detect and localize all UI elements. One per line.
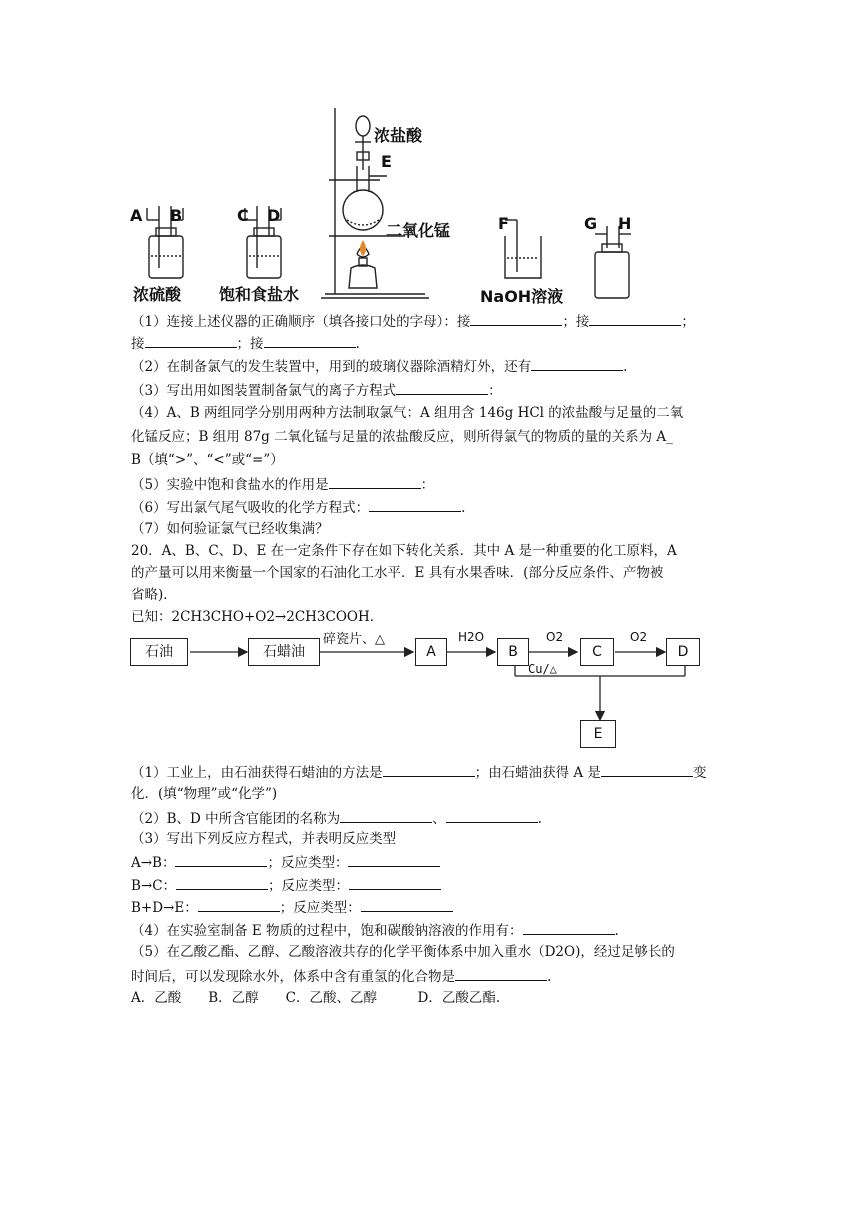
- q19-part-6: （6）写出氯气尾气吸收的化学方程式： .: [131, 497, 465, 517]
- reaction-b-to-c: B→C： ；反应类型：: [131, 875, 441, 895]
- flow-box-wax: 石蜡油: [248, 638, 320, 666]
- condition-cu-heat: Cu/△: [528, 662, 557, 676]
- q20-choices[interactable]: A．乙酸 B．乙醇 C．乙酸、乙醇 D．乙酸乙酯.: [131, 990, 501, 1006]
- q20-part-2: （2）B、D 中所含官能团的名称为 、 .: [131, 808, 542, 828]
- answer-blank[interactable]: [383, 762, 475, 777]
- q19-part-2: （2）在制备氯气的发生装置中，用到的玻璃仪器除酒精灯外，还有 .: [131, 356, 627, 376]
- reaction-bd-to-e: B+D→E： ；反应类型：: [131, 897, 453, 917]
- answer-blank[interactable]: [531, 356, 623, 371]
- label-sat-nacl: 饱和食盐水: [219, 285, 300, 304]
- q19-part-4-cont2: B（填“>”、“<”或“=”）: [131, 452, 284, 468]
- answer-blank[interactable]: [329, 474, 421, 489]
- label-b: B: [170, 206, 183, 225]
- condition-oxygen-1: O2: [546, 630, 564, 644]
- label-g: G: [584, 214, 598, 233]
- flow-box-c: C: [580, 638, 614, 666]
- reaction-a-to-b: A→B： ；反应类型：: [131, 852, 440, 872]
- answer-blank[interactable]: [455, 966, 547, 981]
- label-conc-hcl: 浓盐酸: [374, 126, 423, 145]
- answer-blank[interactable]: [348, 852, 440, 867]
- flow-box-e: E: [580, 720, 616, 748]
- answer-blank[interactable]: [176, 875, 268, 890]
- q19-part-1: （1）连接上述仪器的正确顺序（填各接口处的字母）：接 ；接 ；: [131, 311, 695, 331]
- flow-box-oil: 石油: [130, 638, 188, 666]
- answer-blank[interactable]: [523, 920, 615, 935]
- flow-box-d: D: [666, 638, 700, 666]
- answer-blank[interactable]: [446, 808, 538, 823]
- q20-part-1-cont: 化．(填“物理”或“化学”): [131, 786, 278, 802]
- answer-blank[interactable]: [369, 497, 461, 512]
- answer-blank[interactable]: [340, 808, 432, 823]
- flow-box-b: B: [497, 638, 529, 666]
- q20-part-1: （1）工业上，由石油获得石蜡油的方法是 ；由石蜡油获得 A 是 变: [131, 762, 706, 782]
- label-conc-h2so4: 浓硫酸: [133, 285, 182, 304]
- answer-blank[interactable]: [175, 852, 267, 867]
- answer-blank[interactable]: [361, 897, 453, 912]
- q19-part-4-cont: 化锰反应；B 组用 87g 二氧化锰与足量的浓盐酸反应，则所得氯气的物质的量的关系为 A_: [131, 429, 673, 445]
- answer-blank[interactable]: [264, 333, 356, 348]
- answer-blank[interactable]: [396, 380, 488, 395]
- label-a: A: [130, 206, 143, 225]
- label-h: H: [618, 214, 632, 233]
- q20-part-5-cont: 时间后，可以发现除水外，体系中含有重氢的化合物是 .: [131, 966, 551, 986]
- answer-blank[interactable]: [349, 875, 441, 890]
- condition-oxygen-2: O2: [630, 630, 648, 644]
- q20-intro-cont2: 省略)．: [131, 587, 177, 603]
- condition-water: H2O: [458, 630, 485, 644]
- q19-part-1-cont: 接 ；接 .: [131, 333, 360, 353]
- label-f: F: [498, 214, 509, 233]
- label-e: E: [381, 152, 392, 171]
- answer-blank[interactable]: [601, 762, 693, 777]
- answer-blank[interactable]: [198, 897, 280, 912]
- q19-part-4: （4）A、B 两组同学分别用两种方法制取氯气：A 组用含 146g HCl 的浓盐酸与足量的二氧: [131, 405, 684, 421]
- answer-blank[interactable]: [589, 311, 681, 326]
- label-c: C: [237, 206, 249, 225]
- q19-part-3: （3）写出用如图装置制备氯气的离子方程式 ：: [131, 380, 502, 400]
- flow-box-a: A: [415, 638, 447, 666]
- q20-part-5: （5）在乙酸乙酯、乙醇、乙酸溶液共存的化学平衡体系中加入重水（D2O)，经过足够长的: [131, 944, 675, 960]
- q20-known: 已知：2CH3CHO+O2→2CH3COOH．: [131, 609, 384, 625]
- answer-blank[interactable]: [470, 311, 562, 326]
- answer-blank[interactable]: [145, 333, 237, 348]
- label-mno2: 二氧化锰: [386, 221, 451, 240]
- label-naoh: NaOH溶液: [480, 287, 564, 306]
- q19-part-7: （7）如何验证氯气已经收集满？: [131, 521, 329, 537]
- q20-part-3: （3）写出下列反应方程式，并表明反应类型: [131, 831, 397, 847]
- q20-part-4: （4）在实验室制备 E 物质的过程中，饱和碳酸钠溶液的作用有： .: [131, 920, 619, 940]
- condition-ceramic-heat: 碎瓷片、△: [323, 632, 385, 647]
- q20-intro-cont: 的产量可以用来衡量一个国家的石油化工水平．E 具有水果香味．(部分反应条件、产物被: [131, 565, 664, 581]
- label-d: D: [267, 206, 281, 225]
- q20-intro: 20．A、B、C、D、E 在一定条件下存在如下转化关系．其中 A 是一种重要的化工原料，A: [131, 543, 677, 559]
- q19-part-5: （5）实验中饱和食盐水的作用是 ：: [131, 474, 434, 494]
